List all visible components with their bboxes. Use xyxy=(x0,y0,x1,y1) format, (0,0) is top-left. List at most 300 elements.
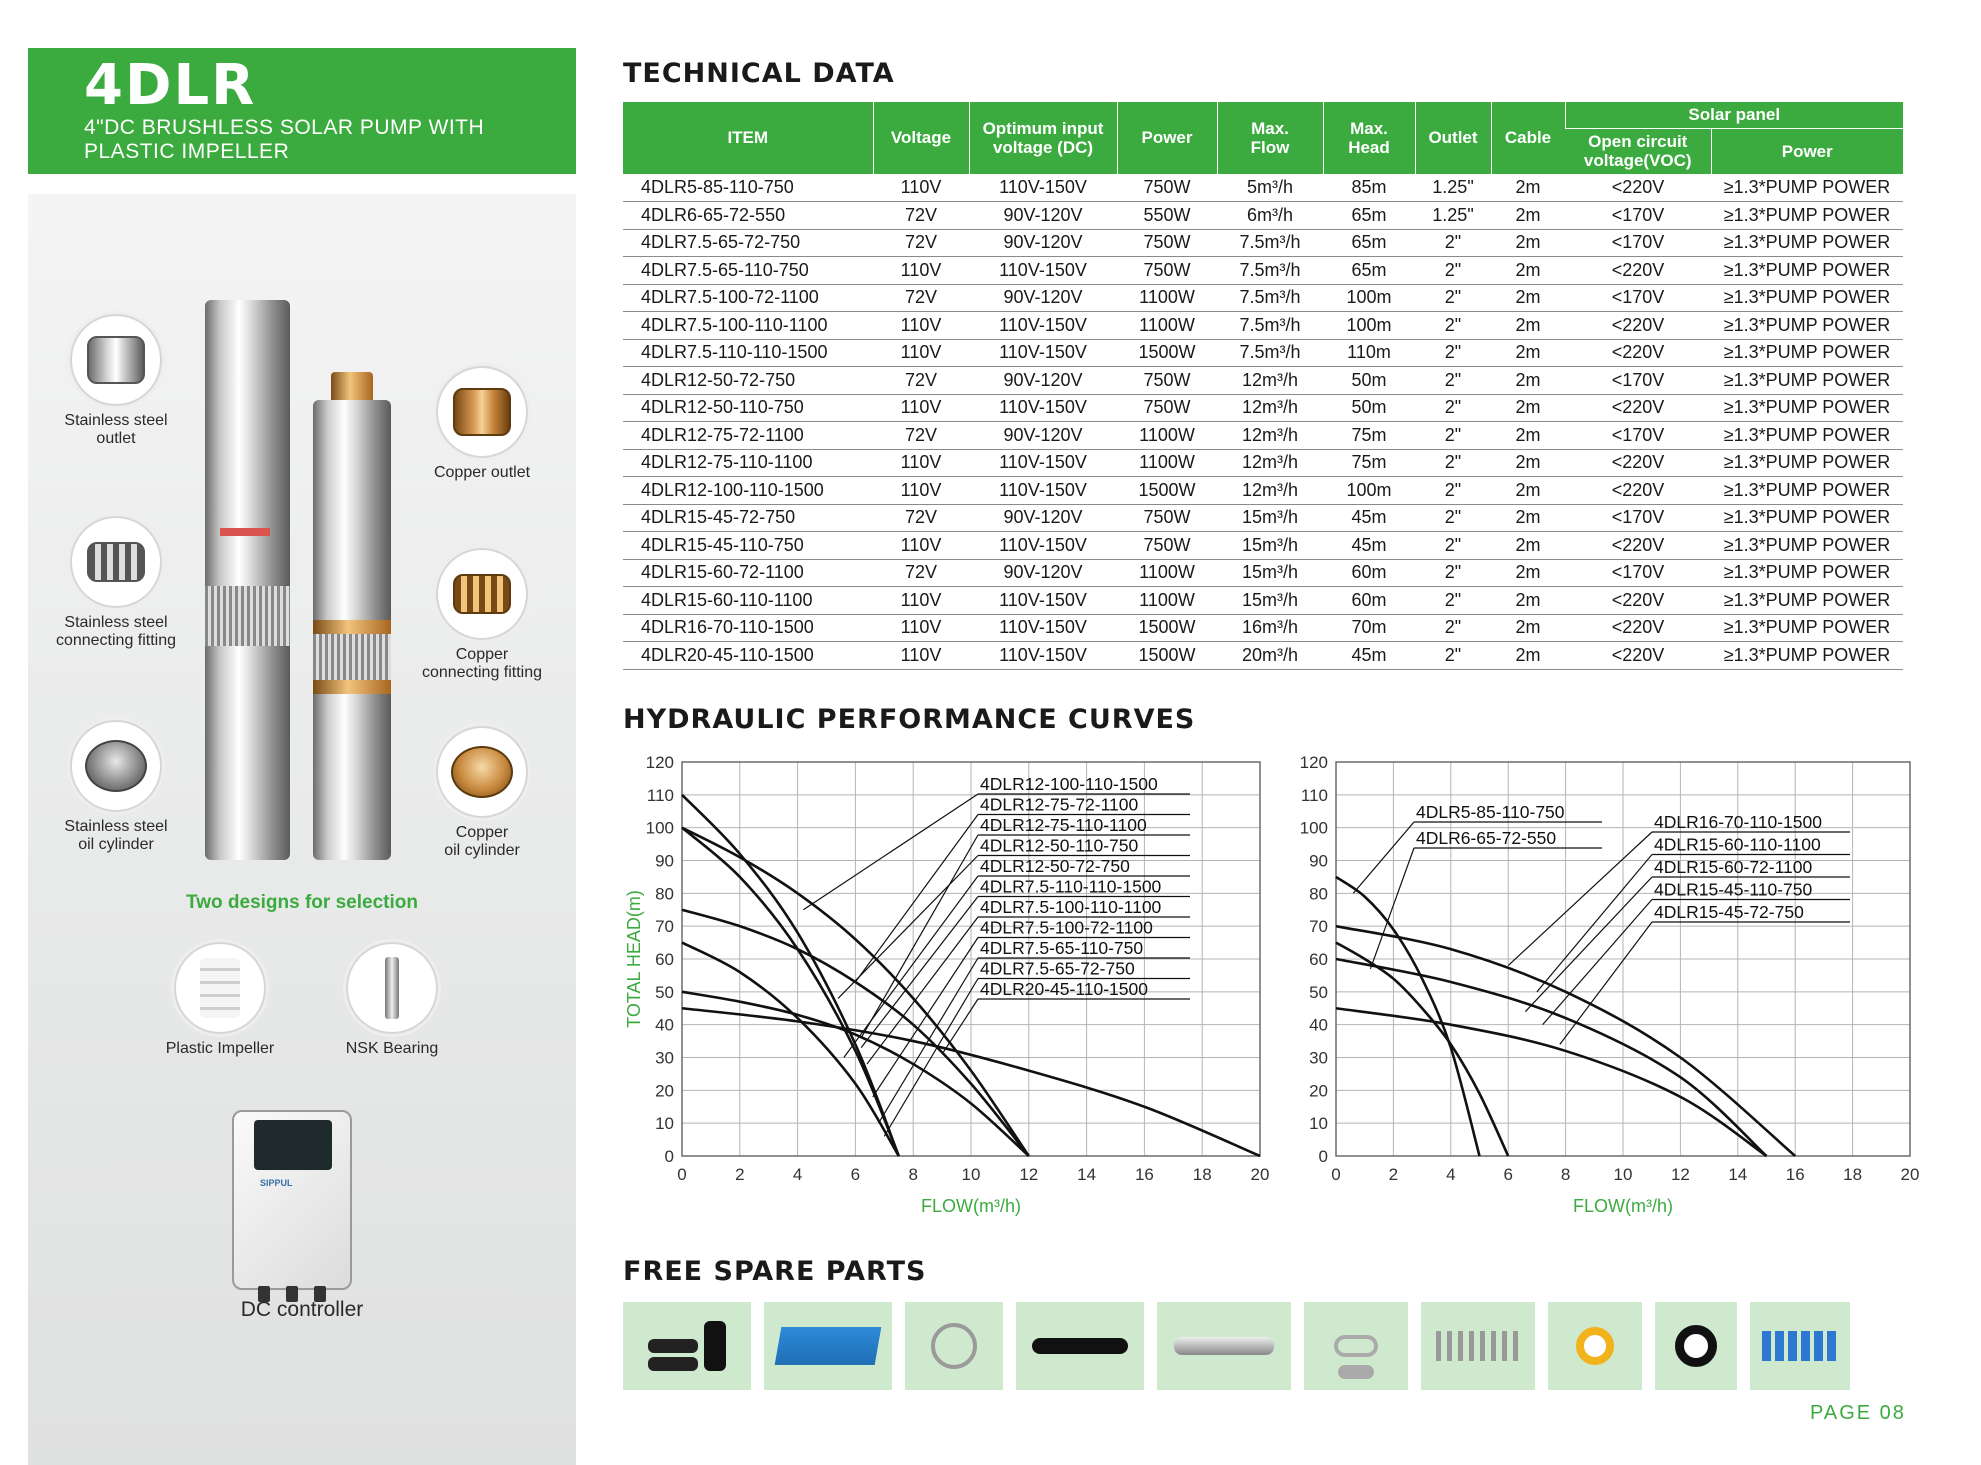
table-cell: <220V xyxy=(1565,174,1711,202)
table-row xyxy=(623,339,1903,367)
y-tick-label: 70 xyxy=(1309,917,1328,937)
table-row xyxy=(623,257,1903,285)
table-cell: 2" xyxy=(1415,504,1491,532)
table-cell: 110V-150V xyxy=(969,394,1117,422)
table-cell: <220V xyxy=(1565,642,1711,670)
table-cell: 110V-150V xyxy=(969,642,1117,670)
table-cell: 110V-150V xyxy=(969,587,1117,615)
table-cell: 2m xyxy=(1491,229,1565,257)
designs-label: Two designs for selection xyxy=(186,892,418,913)
table-cell: 750W xyxy=(1117,174,1217,202)
table-cell: 110V-150V xyxy=(969,614,1117,642)
x-tick-label: 20 xyxy=(1250,1165,1270,1184)
y-tick-label: 60 xyxy=(1309,950,1328,969)
dc-controller-label: DC controller xyxy=(240,1298,364,1321)
part-label: outlet xyxy=(96,430,136,447)
table-cell: 100m xyxy=(1323,312,1415,340)
table-cell: ≥1.3*PUMP POWER xyxy=(1711,229,1903,257)
table-cell: 110V-150V xyxy=(969,477,1117,505)
table-cell: 16m³/h xyxy=(1217,614,1323,642)
y-tick-label: 20 xyxy=(655,1081,674,1101)
table-cell: 750W xyxy=(1117,532,1217,560)
table-cell: <220V xyxy=(1565,532,1711,560)
table-row xyxy=(623,504,1903,532)
table-cell: 2m xyxy=(1491,202,1565,230)
x-tick-label: 4 xyxy=(792,1165,803,1184)
model-subtitle-line1: 4"DC BRUSHLESS SOLAR PUMP WITH xyxy=(84,116,485,139)
table-cell: 2" xyxy=(1415,367,1491,395)
table-cell: 2" xyxy=(1415,257,1491,285)
table-row xyxy=(623,174,1903,202)
curve-label: 4DLR12-50-72-750 xyxy=(980,856,1130,876)
y-tick-label: 30 xyxy=(655,1048,674,1068)
technical-data-body xyxy=(623,174,1903,669)
table-cell: 15m³/h xyxy=(1217,504,1323,532)
part-label: connecting fitting xyxy=(421,664,543,681)
table-cell: 2" xyxy=(1415,422,1491,450)
series-line xyxy=(1336,877,1480,1156)
part-cu-fitting xyxy=(400,548,564,682)
table-cell: 90V-120V xyxy=(969,367,1117,395)
table-cell: 4DLR15-45-110-750 xyxy=(623,532,873,560)
part-label: Copper outlet xyxy=(433,464,531,481)
x-tick-label: 8 xyxy=(1560,1165,1571,1184)
curve-label: 4DLR7.5-100-72-1100 xyxy=(980,917,1153,938)
table-cell: ≥1.3*PUMP POWER xyxy=(1711,394,1903,422)
table-cell: 2m xyxy=(1491,339,1565,367)
table-cell: 2m xyxy=(1491,422,1565,450)
table-cell: 2" xyxy=(1415,394,1491,422)
table-row xyxy=(623,202,1903,230)
col-solar-panel: Solar panel xyxy=(1565,102,1903,128)
col-voltage: Voltage xyxy=(873,102,969,174)
curve-label: 4DLR5-85-110-750 xyxy=(1416,802,1565,822)
y-tick-label: 10 xyxy=(1309,1114,1328,1134)
curve-label: 4DLR12-50-110-750 xyxy=(980,835,1139,856)
table-cell: 2" xyxy=(1415,339,1491,367)
part-label: Copper xyxy=(455,646,509,663)
table-cell: 2m xyxy=(1491,477,1565,505)
table-cell: 90V-120V xyxy=(969,559,1117,587)
table-cell: 1100W xyxy=(1117,284,1217,312)
table-cell: ≥1.3*PUMP POWER xyxy=(1711,449,1903,477)
part-label: Stainless steel xyxy=(64,412,168,429)
table-cell: 2m xyxy=(1491,284,1565,312)
table-cell: 2m xyxy=(1491,394,1565,422)
table-cell: 110V-150V xyxy=(969,532,1117,560)
table-cell: 72V xyxy=(873,504,969,532)
table-cell: <220V xyxy=(1565,339,1711,367)
table-cell: 110V-150V xyxy=(969,449,1117,477)
x-tick-label: 16 xyxy=(1134,1165,1154,1184)
part-cu-oil-cylinder xyxy=(412,726,552,860)
table-cell: 4DLR12-75-110-1100 xyxy=(623,449,873,477)
table-cell: 110V xyxy=(873,312,969,340)
y-tick-label: 50 xyxy=(1309,982,1328,1002)
label-leader xyxy=(1353,822,1414,893)
col-voc: Open circuit voltage(VOC) xyxy=(1565,128,1711,174)
product-header xyxy=(28,48,576,174)
curve-label: 4DLR7.5-110-110-1500 xyxy=(980,876,1162,897)
table-cell: 750W xyxy=(1117,394,1217,422)
table-cell: 72V xyxy=(873,202,969,230)
table-row xyxy=(623,422,1903,450)
cu-pump-band xyxy=(313,680,391,694)
table-cell: 110V-150V xyxy=(969,257,1117,285)
table-cell: 750W xyxy=(1117,257,1217,285)
col-outlet: Outlet xyxy=(1415,102,1491,174)
table-cell: 45m xyxy=(1323,642,1415,670)
table-cell: 4DLR7.5-100-110-1100 xyxy=(623,312,873,340)
label-leader xyxy=(1560,922,1652,1044)
y-tick-label: 40 xyxy=(655,1015,674,1035)
ss-pump-mesh xyxy=(205,586,290,646)
y-tick-label: 0 xyxy=(664,1147,674,1166)
controller-brand: SIPPUL xyxy=(260,1178,293,1188)
table-cell: 2m xyxy=(1491,587,1565,615)
table-cell: 2" xyxy=(1415,284,1491,312)
table-cell: 4DLR7.5-65-110-750 xyxy=(623,257,873,285)
table-cell: 2" xyxy=(1415,559,1491,587)
table-cell: 85m xyxy=(1323,174,1415,202)
table-cell: ≥1.3*PUMP POWER xyxy=(1711,284,1903,312)
table-cell: <220V xyxy=(1565,312,1711,340)
table-cell: 4DLR5-85-110-750 xyxy=(623,174,873,202)
table-cell: 550W xyxy=(1117,202,1217,230)
x-tick-label: 8 xyxy=(908,1165,918,1184)
table-cell: 90V-120V xyxy=(969,504,1117,532)
table-cell: 750W xyxy=(1117,504,1217,532)
table-cell: 75m xyxy=(1323,422,1415,450)
cable-connector-icon xyxy=(1157,1302,1291,1390)
table-cell: 2" xyxy=(1415,587,1491,615)
x-tick-label: 6 xyxy=(850,1165,861,1184)
plastic-impeller-icon xyxy=(174,942,266,1034)
table-cell: <220V xyxy=(1565,587,1711,615)
table-cell: 100m xyxy=(1323,284,1415,312)
table-cell: 2m xyxy=(1491,367,1565,395)
y-tick-label: 110 xyxy=(1300,785,1328,805)
table-cell: 110V xyxy=(873,394,969,422)
table-row xyxy=(623,367,1903,395)
table-row xyxy=(623,587,1903,615)
part-ss-fitting xyxy=(36,516,196,650)
y-tick-label: 30 xyxy=(1309,1048,1328,1068)
curve-label: 4DLR7.5-65-110-750 xyxy=(980,938,1144,958)
part-ss-oil-cylinder xyxy=(46,720,186,854)
part-label: oil cylinder xyxy=(444,842,520,859)
table-cell: 110V xyxy=(873,257,969,285)
table-cell: ≥1.3*PUMP POWER xyxy=(1711,477,1903,505)
y-tick-label: 100 xyxy=(645,818,674,838)
table-cell: 90V-120V xyxy=(969,229,1117,257)
x-tick-label: 18 xyxy=(1192,1165,1212,1184)
dc-controller-image xyxy=(232,1110,352,1290)
table-cell: 90V-120V xyxy=(969,202,1117,230)
table-cell: 4DLR12-100-110-1500 xyxy=(623,477,873,505)
table-cell: 2m xyxy=(1491,614,1565,642)
label-leader xyxy=(838,856,978,999)
part-label: NSK Bearing xyxy=(345,1040,439,1057)
series-line xyxy=(1336,1008,1767,1156)
label-leader xyxy=(942,999,978,1054)
table-cell: 2" xyxy=(1415,642,1491,670)
table-cell: 4DLR15-60-72-1100 xyxy=(623,559,873,587)
table-cell: 70m xyxy=(1323,614,1415,642)
table-cell: <170V xyxy=(1565,367,1711,395)
table-cell: 110V xyxy=(873,642,969,670)
table-cell: <220V xyxy=(1565,477,1711,505)
table-cell: ≥1.3*PUMP POWER xyxy=(1711,504,1903,532)
x-tick-label: 2 xyxy=(1388,1165,1399,1184)
table-cell: 2" xyxy=(1415,477,1491,505)
curve-label: 4DLR15-60-72-1100 xyxy=(1654,857,1813,877)
col-max-head: Max. Head xyxy=(1323,102,1415,174)
series-line xyxy=(682,943,899,1156)
x-tick-label: 10 xyxy=(1613,1165,1633,1184)
y-tick-label: 80 xyxy=(655,884,674,904)
table-cell: 4DLR12-75-72-1100 xyxy=(623,422,873,450)
x-tick-label: 12 xyxy=(1670,1165,1690,1184)
table-cell: 4DLR12-50-72-750 xyxy=(623,367,873,395)
table-cell: 4DLR15-45-72-750 xyxy=(623,504,873,532)
x-tick-label: 20 xyxy=(1900,1165,1920,1184)
curve-label: 4DLR6-65-72-550 xyxy=(1416,828,1557,848)
table-cell: ≥1.3*PUMP POWER xyxy=(1711,367,1903,395)
label-leader xyxy=(803,794,978,910)
table-cell: ≥1.3*PUMP POWER xyxy=(1711,642,1903,670)
table-cell: 2m xyxy=(1491,559,1565,587)
table-cell: 2m xyxy=(1491,504,1565,532)
table-cell: 1100W xyxy=(1117,422,1217,450)
curve-label: 4DLR16-70-110-1500 xyxy=(1654,812,1822,832)
table-cell: 4DLR7.5-65-72-750 xyxy=(623,229,873,257)
cu-outlet-icon xyxy=(436,366,528,458)
ss-oil-cylinder-icon xyxy=(70,720,162,812)
table-cell: 72V xyxy=(873,284,969,312)
part-label: Plastic Impeller xyxy=(165,1040,275,1057)
table-cell: 72V xyxy=(873,367,969,395)
table-cell: 110V-150V xyxy=(969,312,1117,340)
table-cell: 90V-120V xyxy=(969,422,1117,450)
table-cell: <170V xyxy=(1565,559,1711,587)
blue-sleeve-icon xyxy=(764,1302,892,1390)
table-cell: 12m³/h xyxy=(1217,394,1323,422)
curve-label: 4DLR7.5-100-110-1100 xyxy=(980,897,1162,917)
table-cell: ≥1.3*PUMP POWER xyxy=(1711,257,1903,285)
table-cell: 2" xyxy=(1415,614,1491,642)
table-cell: 2m xyxy=(1491,312,1565,340)
table-cell: ≥1.3*PUMP POWER xyxy=(1711,559,1903,587)
table-cell: 4DLR20-45-110-1500 xyxy=(623,642,873,670)
table-cell: 6m³/h xyxy=(1217,202,1323,230)
y-tick-label: 10 xyxy=(655,1114,674,1134)
heat-shrink-tubes-icon xyxy=(623,1302,751,1390)
col-max-flow: Max. Flow xyxy=(1217,102,1323,174)
table-cell: 2" xyxy=(1415,312,1491,340)
table-cell: 75m xyxy=(1323,449,1415,477)
curve-label: 4DLR12-100-110-1500 xyxy=(980,774,1158,794)
table-row xyxy=(623,532,1903,560)
table-cell: 1500W xyxy=(1117,642,1217,670)
curve-label: 4DLR7.5-65-72-750 xyxy=(980,958,1135,979)
y-tick-label: 0 xyxy=(1318,1147,1328,1166)
x-tick-label: 18 xyxy=(1843,1165,1863,1184)
table-cell: 750W xyxy=(1117,367,1217,395)
ss-fitting-icon xyxy=(70,516,162,608)
table-cell: 1.25" xyxy=(1415,174,1491,202)
sealing-tape-icon xyxy=(1548,1302,1642,1390)
table-cell: 5m³/h xyxy=(1217,174,1323,202)
col-power: Power xyxy=(1117,102,1217,174)
x-tick-label: 14 xyxy=(1077,1165,1097,1184)
ss-pump-label-strip xyxy=(220,528,270,536)
table-cell: 2" xyxy=(1415,532,1491,560)
part-ss-outlet xyxy=(46,314,186,448)
table-cell: ≥1.3*PUMP POWER xyxy=(1711,422,1903,450)
tool-kit-icon xyxy=(1016,1302,1144,1390)
x-tick-label: 0 xyxy=(677,1165,687,1184)
screws-kit-icon xyxy=(1421,1302,1535,1390)
table-row xyxy=(623,477,1903,505)
cu-fitting-icon xyxy=(436,548,528,640)
table-cell: 4DLR7.5-110-110-1500 xyxy=(623,339,873,367)
curve-label: 4DLR15-45-110-750 xyxy=(1654,879,1813,900)
model-title: 4DLR xyxy=(84,53,257,118)
x-tick-label: 6 xyxy=(1503,1165,1513,1184)
table-cell: 1100W xyxy=(1117,312,1217,340)
hose-clamp-icon xyxy=(905,1302,1003,1390)
table-cell: <220V xyxy=(1565,394,1711,422)
table-cell: 4DLR12-50-110-750 xyxy=(623,394,873,422)
table-cell: 2m xyxy=(1491,174,1565,202)
page-number: PAGE 08 xyxy=(1810,1402,1906,1424)
part-label: Copper xyxy=(455,824,509,841)
table-cell: <170V xyxy=(1565,284,1711,312)
table-cell: 110V xyxy=(873,614,969,642)
table-cell: 1100W xyxy=(1117,587,1217,615)
cu-oil-cylinder-icon xyxy=(436,726,528,818)
carabiners-icon xyxy=(1304,1302,1408,1390)
table-cell: ≥1.3*PUMP POWER xyxy=(1711,614,1903,642)
table-cell: 45m xyxy=(1323,504,1415,532)
table-cell: 60m xyxy=(1323,559,1415,587)
table-cell: 7.5m³/h xyxy=(1217,229,1323,257)
table-cell: <170V xyxy=(1565,504,1711,532)
part-nsk-bearing xyxy=(322,942,462,1058)
x-tick-label: 0 xyxy=(1331,1165,1341,1184)
y-tick-label: 90 xyxy=(1309,851,1328,871)
table-cell: 110V-150V xyxy=(969,174,1117,202)
y-tick-label: 90 xyxy=(655,851,674,871)
x-tick-label: 10 xyxy=(961,1165,981,1184)
table-cell: 7.5m³/h xyxy=(1217,284,1323,312)
part-label: oil cylinder xyxy=(78,836,154,853)
x-tick-label: 2 xyxy=(735,1165,745,1184)
part-cu-outlet xyxy=(412,366,552,482)
y-tick-label: 40 xyxy=(1309,1015,1328,1035)
table-cell: 1500W xyxy=(1117,339,1217,367)
table-cell: 2m xyxy=(1491,449,1565,477)
x-tick-label: 16 xyxy=(1785,1165,1805,1184)
performance-chart-right xyxy=(1284,748,1924,1228)
cu-pump-band xyxy=(313,620,391,634)
table-cell: 110V xyxy=(873,174,969,202)
terminals-icon xyxy=(1750,1302,1850,1390)
table-cell: 20m³/h xyxy=(1217,642,1323,670)
spare-parts-title: FREE SPARE PARTS xyxy=(623,1256,927,1287)
table-cell: 12m³/h xyxy=(1217,477,1323,505)
table-cell: 2m xyxy=(1491,257,1565,285)
performance-chart-left xyxy=(618,748,1278,1228)
y-tick-label: 70 xyxy=(655,917,674,937)
table-cell: 4DLR7.5-100-72-1100 xyxy=(623,284,873,312)
table-cell: 50m xyxy=(1323,367,1415,395)
table-cell: 65m xyxy=(1323,257,1415,285)
part-label: Stainless steel xyxy=(64,614,168,631)
table-row xyxy=(623,229,1903,257)
x-tick-label: 12 xyxy=(1019,1165,1039,1184)
table-cell: 60m xyxy=(1323,587,1415,615)
table-cell: 110V xyxy=(873,449,969,477)
table-cell: 1500W xyxy=(1117,614,1217,642)
table-cell: 7.5m³/h xyxy=(1217,339,1323,367)
y-tick-label: 60 xyxy=(655,950,674,969)
table-cell: 65m xyxy=(1323,202,1415,230)
curve-label: 4DLR12-75-110-1100 xyxy=(980,815,1147,835)
x-tick-label: 14 xyxy=(1728,1165,1748,1184)
table-cell: <220V xyxy=(1565,614,1711,642)
table-cell: <170V xyxy=(1565,229,1711,257)
table-cell: <220V xyxy=(1565,257,1711,285)
x-axis-label: FLOW(m³/h) xyxy=(921,1196,1021,1216)
y-tick-label: 120 xyxy=(645,753,674,772)
controller-screen xyxy=(254,1120,332,1170)
table-cell: 12m³/h xyxy=(1217,367,1323,395)
table-cell: ≥1.3*PUMP POWER xyxy=(1711,532,1903,560)
technical-data-title: TECHNICAL DATA xyxy=(623,58,895,89)
table-row xyxy=(623,614,1903,642)
label-leader xyxy=(1508,832,1652,966)
table-cell: <220V xyxy=(1565,449,1711,477)
y-axis-label: TOTAL HEAD(m) xyxy=(624,890,644,1028)
table-cell: <170V xyxy=(1565,202,1711,230)
table-cell: 4DLR6-65-72-550 xyxy=(623,202,873,230)
technical-data-table xyxy=(623,102,1903,670)
table-cell: 7.5m³/h xyxy=(1217,257,1323,285)
y-tick-label: 80 xyxy=(1309,884,1328,904)
table-cell: 110m xyxy=(1323,339,1415,367)
table-cell: 110V xyxy=(873,587,969,615)
curve-label: 4DLR15-45-72-750 xyxy=(1654,902,1804,922)
table-cell: 110V xyxy=(873,532,969,560)
table-cell: 2m xyxy=(1491,642,1565,670)
table-cell: 4DLR15-60-110-1100 xyxy=(623,587,873,615)
y-tick-label: 100 xyxy=(1299,818,1328,838)
x-tick-label: 4 xyxy=(1446,1165,1456,1184)
table-cell: 72V xyxy=(873,422,969,450)
table-cell: 100m xyxy=(1323,477,1415,505)
table-cell: 15m³/h xyxy=(1217,532,1323,560)
table-cell: ≥1.3*PUMP POWER xyxy=(1711,312,1903,340)
table-row xyxy=(623,642,1903,670)
part-label: connecting fitting xyxy=(55,632,177,649)
y-tick-label: 50 xyxy=(655,982,674,1002)
y-tick-label: 20 xyxy=(1309,1081,1328,1101)
curves-title: HYDRAULIC PERFORMANCE CURVES xyxy=(623,704,1196,735)
curve-label: 4DLR12-75-72-1100 xyxy=(980,794,1139,815)
table-row xyxy=(623,394,1903,422)
